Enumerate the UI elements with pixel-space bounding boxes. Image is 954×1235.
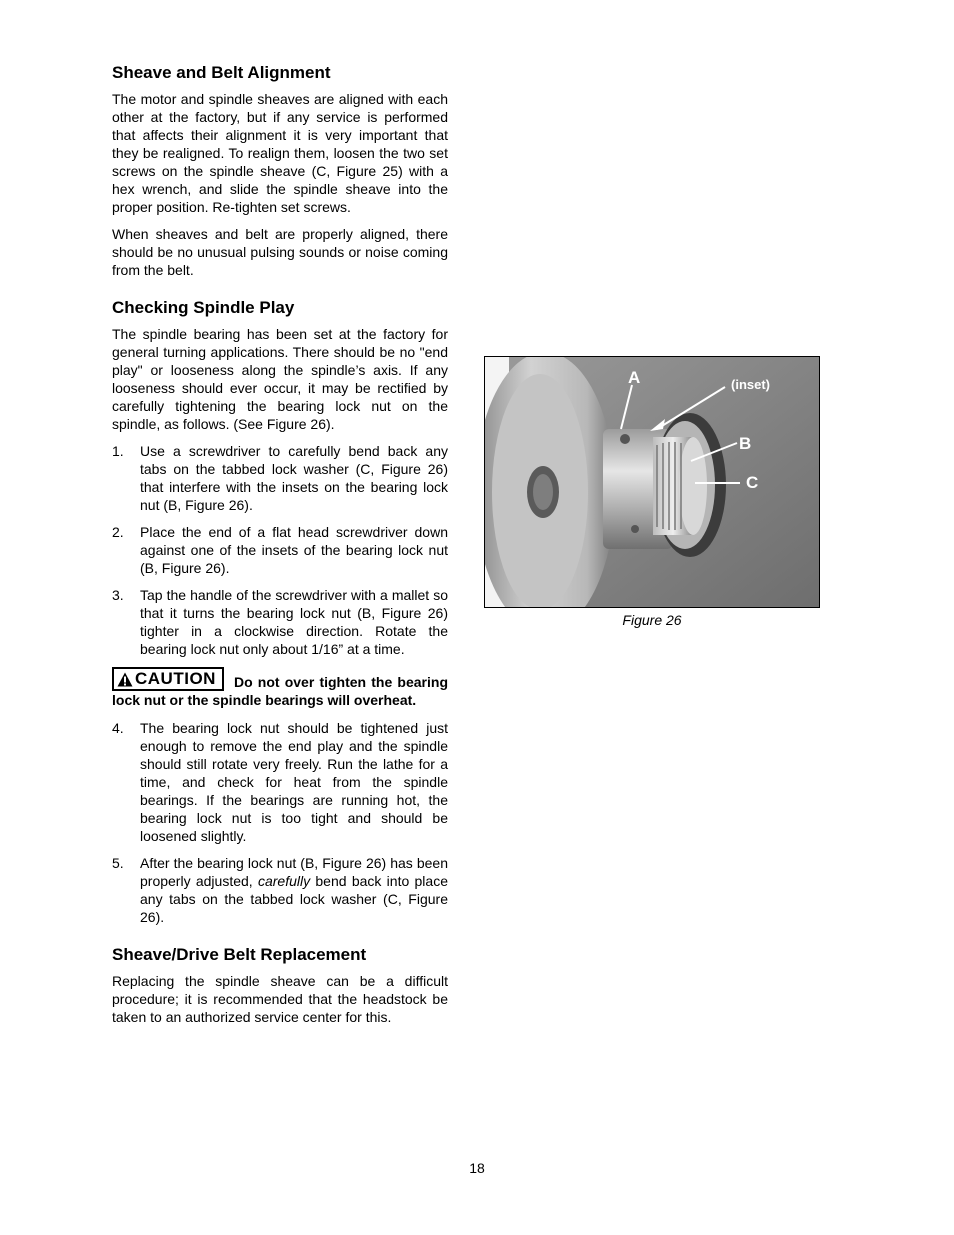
list-item: 4. The bearing lock nut should be tightened just enough to remove the end play and the spindle should still rotate very freely. Run the lathe for a time, and check for heat from the spindle bearings. If the bearings are running hot, the bearing lock nut is too tight and should be loosened slightly. [112,720,448,844]
label-inset: (inset) [731,377,770,392]
replacement-paragraph: Replacing the spindle sheave can be a difficult procedure; it is recommended that the headstock be taken to an authorized service center for this. [112,973,448,1025]
caution-text: Do not over tighten the bearing lock nut or the spindle bearings will overheat. [112,674,448,708]
caution-badge: CAUTION [112,667,224,691]
warning-triangle-icon [117,672,133,687]
label-c: C [746,473,759,492]
section-title-spindle-play: Checking Spindle Play [112,298,295,317]
spindle-steps-list-continued [112,719,448,926]
section-title-alignment: Sheave and Belt Alignment [112,63,331,82]
spindle-steps-list [112,442,448,658]
section-title-replacement: Sheave/Drive Belt Replacement [112,945,367,964]
list-item: 1. Use a screwdriver to carefully bend back any tabs on the tabbed lock washer (C, Figure 26) that interfere with the insets on the bearing lock nut (B, Figure 26). [112,443,448,513]
caution-notice [112,667,448,709]
spindle-intro: The spindle bearing has been set at the factory for general turning applications. There should be no "end play" or looseness along the spindle’s axis. If any looseness should ever occur, it may be rectified by carefully tightening the bearing lock nut on the spindle, as follows. (See Figure 26). [112,326,448,432]
alignment-paragraph-1: The motor and spindle sheaves are aligned with each other at the factory, but if any service is performed that affects their alignment it is very important that they be realigned. To realign them, loosen the two set screws on the spindle sheave (C, Figure 25) with a hex wrench, and slide the spindle sheave into the proper position. Re-tighten set screws. [112,91,448,215]
figure-caption: Figure 26 [622,612,682,628]
figure-26-photo [484,356,820,608]
left-column [112,62,448,1035]
page-number: 18 [469,1160,485,1176]
label-b: B [739,434,752,453]
label-a: A [628,368,641,387]
list-item: 2. Place the end of a flat head screwdriver down against one of the insets of the bearing lock nut (B, Figure 26). [112,524,448,576]
list-item: 5. After the bearing lock nut (B, Figure 26) has been properly adjusted, carefully bend back into place any tabs on the tabbed lock washer (C, Figure 26). [112,855,448,925]
list-item: 3. Tap the handle of the screwdriver with a mallet so that it turns the bearing lock nut (B, Figure 26) tighter in a clockwise direction. Rotate the bearing lock nut only about 1/16” at a time. [112,587,448,657]
spindle-photo-illustration [485,357,819,607]
alignment-paragraph-2: When sheaves and belt are properly aligned, there should be no unusual pulsing sounds or noise coming from the belt. [112,226,448,278]
